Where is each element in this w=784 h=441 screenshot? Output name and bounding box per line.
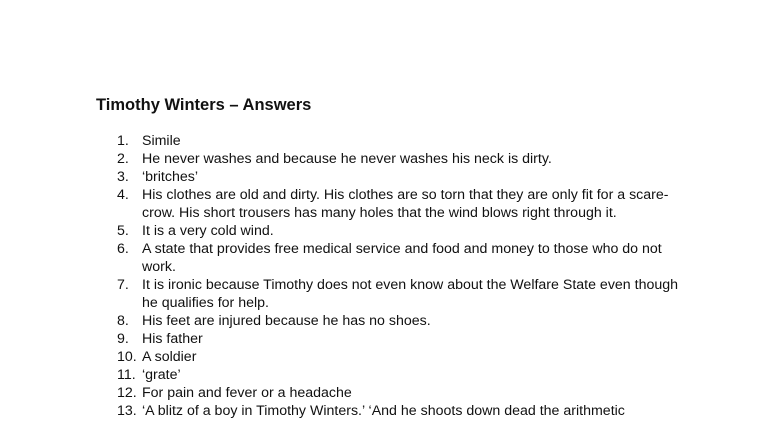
answer-text: ‘grate’ [142, 367, 181, 383]
answer-item [0, 168, 784, 186]
answer-number: 4. [117, 187, 129, 203]
answer-text: ‘britches’ [142, 169, 198, 185]
answer-number: 9. [117, 331, 129, 347]
answer-text: A soldier [142, 349, 197, 365]
answer-item [0, 348, 784, 366]
answer-number: 10. [117, 349, 137, 365]
answer-item [0, 186, 784, 222]
answer-text: His father [142, 331, 203, 347]
answer-number: 8. [117, 313, 129, 329]
answer-text: For pain and fever or a headache [142, 385, 352, 401]
answer-item [0, 312, 784, 330]
answer-text: ‘A blitz of a boy in Timothy Winters.’ ‘And he shoots down dead the arithmetic [142, 403, 625, 419]
answer-text: Simile [142, 133, 181, 149]
answer-number: 3. [117, 169, 129, 185]
answer-item [0, 222, 784, 240]
answer-item [0, 384, 784, 402]
answer-text: A state that provides free medical service and food and money to those who do not work. [142, 241, 662, 275]
answer-text: It is a very cold wind. [142, 223, 274, 239]
answer-item [0, 402, 784, 420]
answer-number: 13. [117, 403, 137, 419]
answer-number: 2. [117, 151, 129, 167]
answer-number: 6. [117, 241, 129, 257]
answer-item [0, 366, 784, 384]
answer-number: 1. [117, 133, 129, 149]
answer-text: His feet are injured because he has no shoes. [142, 313, 431, 329]
answer-list [0, 132, 784, 420]
answer-text: He never washes and because he never washes his neck is dirty. [142, 151, 552, 167]
answer-number: 12. [117, 385, 137, 401]
answer-item [0, 276, 784, 312]
answer-item [0, 330, 784, 348]
answer-item [0, 132, 784, 150]
answer-text: His clothes are old and dirty. His clothes are so torn that they are only fit for a scare-crow. His short trousers has many holes that the wind blows right through it. [142, 187, 669, 221]
answer-text: It is ironic because Timothy does not even know about the Welfare State even though he qualifies for help. [142, 277, 679, 311]
answer-item [0, 240, 784, 276]
answer-item [0, 150, 784, 168]
answer-number: 7. [117, 277, 129, 293]
answer-number: 11. [117, 367, 136, 383]
answer-number: 5. [117, 223, 129, 239]
document-title: Timothy Winters – Answers [96, 96, 312, 114]
